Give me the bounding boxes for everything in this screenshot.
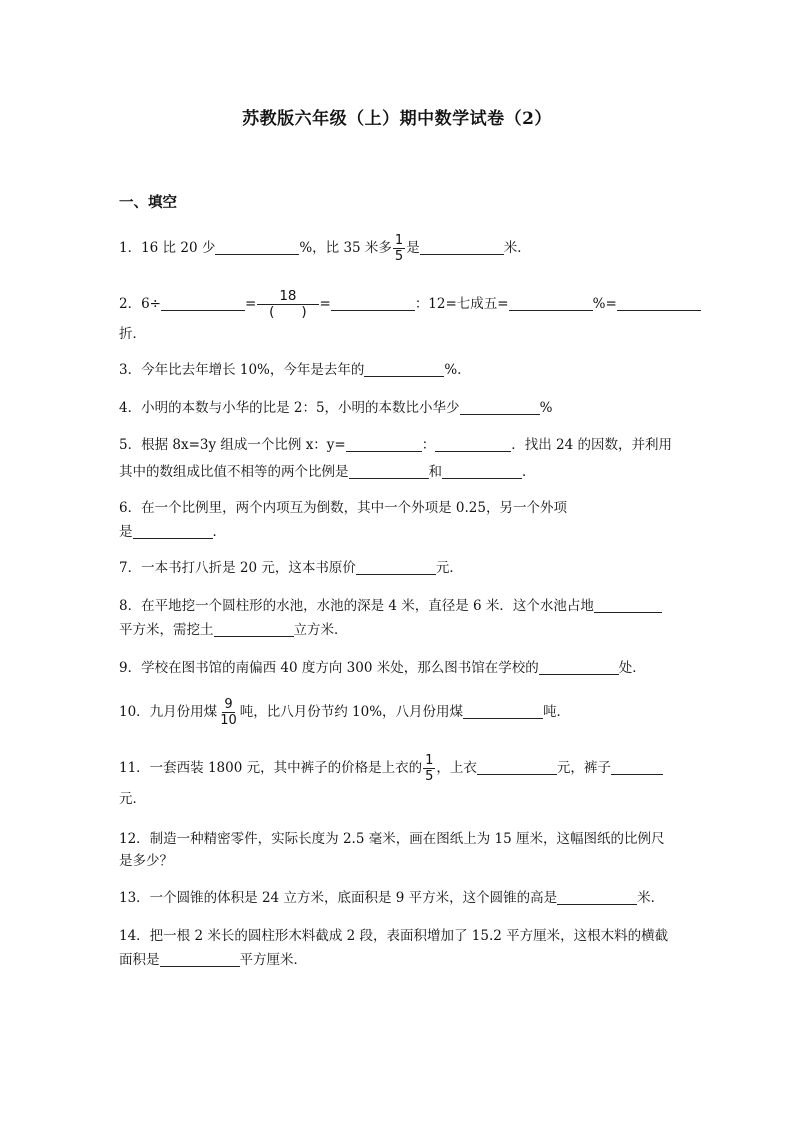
text-q3-b: %． bbox=[444, 362, 471, 378]
page-title: 苏教版六年级（上）期中数学试卷（2） bbox=[242, 109, 552, 129]
fraction bbox=[257, 289, 318, 320]
text-q10-c: 吨． bbox=[543, 704, 571, 720]
text-q8-line2a: 平方米，需挖土 bbox=[119, 622, 214, 638]
text-q11-c: 元，裤子 bbox=[556, 760, 611, 776]
answer-blank[interactable] bbox=[346, 436, 422, 452]
text-q6-a: 6．在一个比例里，两个内项互为倒数，其中一个外项是 0.25，另一个外项 bbox=[119, 500, 567, 516]
answer-blank[interactable] bbox=[161, 295, 245, 311]
answer-blank[interactable] bbox=[133, 523, 213, 539]
answer-blank[interactable] bbox=[364, 361, 444, 377]
question-5 bbox=[119, 435, 679, 483]
text-q14-line2b: 平方厘米． bbox=[239, 952, 307, 968]
fraction bbox=[423, 753, 435, 784]
question-4 bbox=[119, 398, 679, 419]
answer-blank[interactable] bbox=[420, 239, 504, 255]
text-q2-frac_num: 18 bbox=[257, 289, 318, 305]
text-q1-frac_den: 5 bbox=[394, 249, 404, 264]
answer-blank[interactable] bbox=[349, 463, 429, 479]
text-q14-a: 14．把一根 2 米长的圆柱形木料截成 2 段，表面积增加了 15.2 平方厘米，这根木料的横截 bbox=[119, 928, 669, 944]
text-q2-eq2: = bbox=[319, 296, 331, 312]
text-q1-frac_num: 1 bbox=[394, 233, 404, 248]
text-q11-line2: 元． bbox=[119, 791, 146, 807]
question-12 bbox=[119, 829, 679, 872]
text-q7-a: 7．一本书打八折是 20 元，这本书原价 bbox=[119, 560, 356, 576]
question-10 bbox=[119, 697, 679, 728]
text-q12-line2: 是多少？ bbox=[119, 853, 173, 869]
answer-blank[interactable] bbox=[477, 759, 557, 775]
question-1 bbox=[119, 233, 679, 264]
answer-blank[interactable] bbox=[460, 399, 540, 415]
question-9 bbox=[119, 658, 679, 679]
text-q1-b: %，比 35 米多 bbox=[299, 240, 392, 256]
text-q2-b: ：12=七成五= bbox=[414, 296, 509, 312]
answer-blank[interactable] bbox=[215, 239, 299, 255]
text-q13-b: 米． bbox=[637, 890, 665, 906]
text-q6-line2a: 是 bbox=[119, 524, 133, 540]
fraction bbox=[393, 233, 405, 264]
text-q11-b: ，上衣 bbox=[436, 760, 477, 776]
question-13 bbox=[119, 888, 679, 909]
text-q13-a: 13．一个圆锥的体积是 24 立方米，底面积是 9 平方米，这个圆锥的高是 bbox=[119, 890, 558, 906]
answer-blank[interactable] bbox=[557, 889, 637, 905]
text-q1-d: 米． bbox=[503, 240, 531, 256]
text-q10-b: 吨，比八月份节约 10%，八月份用煤 bbox=[239, 704, 464, 720]
text-q2-eq1: = bbox=[245, 296, 257, 312]
text-q10-frac_den: 10 bbox=[220, 713, 237, 728]
text-q11-frac_den: 5 bbox=[425, 769, 434, 784]
text-q8-line2b: 立方米． bbox=[293, 622, 348, 638]
answer-blank[interactable] bbox=[611, 759, 663, 775]
text-q7-b: 元． bbox=[435, 560, 463, 576]
answer-blank[interactable] bbox=[160, 951, 240, 967]
text-q9-a: 9．学校在图书馆的南偏西 40 度方向 300 米处，那么图书馆在学校的 bbox=[119, 660, 539, 676]
answer-blank[interactable] bbox=[214, 621, 294, 637]
text-q2-a: 2．6÷ bbox=[119, 296, 161, 312]
text-q5-c: ．找出 24 的因数，并利用 bbox=[511, 437, 673, 453]
text-q5-b: ： bbox=[421, 437, 436, 453]
section-heading: 一、填空 bbox=[119, 194, 177, 211]
answer-blank[interactable] bbox=[442, 463, 522, 479]
text-q5-line2c: ． bbox=[522, 464, 536, 480]
text-q9-b: 处． bbox=[618, 660, 646, 676]
text-q4-a: 4．小明的本数与小华的比是 2：5，小明的本数比小华少 bbox=[119, 400, 460, 416]
fraction bbox=[218, 697, 239, 728]
text-q5-line2a: 其中的数组成比值不相等的两个比例是 bbox=[119, 464, 349, 480]
text-q5-a: 5．根据 8x=3y 组成一个比例 x：y= bbox=[119, 437, 346, 453]
answer-blank[interactable] bbox=[463, 703, 543, 719]
text-q6-line2b: ． bbox=[212, 524, 226, 540]
text-q8-a: 8．在平地挖一个圆柱形的水池，水池的深是 4 米，直径是 6 米．这个水池占地 bbox=[119, 598, 594, 614]
text-q4-b: % bbox=[539, 400, 553, 416]
text-q1-a: 1．16 比 20 少 bbox=[119, 240, 216, 256]
question-14 bbox=[119, 926, 679, 971]
question-11 bbox=[119, 753, 679, 810]
answer-blank[interactable] bbox=[356, 559, 436, 575]
question-2 bbox=[119, 289, 679, 345]
text-q2-line2: 折． bbox=[119, 326, 146, 342]
text-q14-line2a: 面积是 bbox=[119, 952, 160, 968]
question-6 bbox=[119, 498, 679, 543]
answer-blank[interactable] bbox=[435, 436, 511, 452]
question-7 bbox=[119, 558, 679, 579]
answer-blank[interactable] bbox=[331, 295, 415, 311]
answer-blank[interactable] bbox=[617, 295, 701, 311]
answer-blank[interactable] bbox=[539, 659, 619, 675]
text-q11-a: 11．一套西装 1800 元，其中裤子的价格是上衣的 bbox=[119, 760, 423, 776]
text-q3-a: 3．今年比去年增长 10%，今年是去年的 bbox=[119, 362, 365, 378]
text-q2-c: %= bbox=[592, 296, 617, 312]
text-q11-frac_num: 1 bbox=[425, 753, 434, 768]
text-q1-c: 是 bbox=[406, 240, 420, 256]
answer-blank[interactable] bbox=[509, 295, 593, 311]
text-q12-a: 12．制造一种精密零件，实际长度为 2.5 毫米，画在图纸上为 15 厘米，这幅图纸的比例尺 bbox=[119, 831, 665, 847]
text-q2-frac_den: ( ) bbox=[269, 304, 307, 320]
question-3 bbox=[119, 360, 679, 381]
text-q10-frac_num: 9 bbox=[224, 697, 233, 712]
text-q10-a: 10．九月份用煤 bbox=[119, 704, 218, 720]
text-q5-line2b: 和 bbox=[428, 464, 442, 480]
answer-blank[interactable] bbox=[594, 597, 662, 613]
question-8 bbox=[119, 596, 679, 641]
